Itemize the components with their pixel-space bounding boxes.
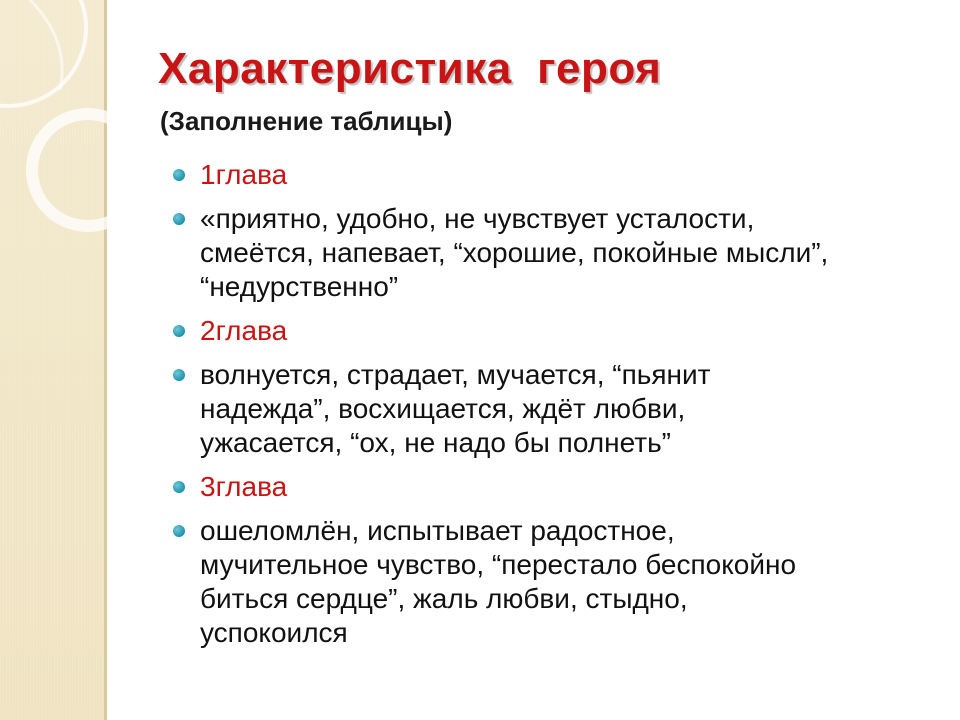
- bullet-list: [170, 158, 940, 660]
- item-line: 2глава: [200, 315, 288, 346]
- item-line: 1глава: [200, 159, 288, 190]
- list-item-chapter-1: [170, 158, 940, 192]
- bullet-icon: [173, 525, 185, 537]
- list-item-chapter-2: [170, 314, 940, 348]
- bullet-icon: [173, 481, 185, 493]
- list-item-chapter-3-traits: [170, 514, 940, 650]
- item-line: успокоился: [200, 617, 348, 648]
- item-line: “недурственно”: [200, 271, 399, 302]
- decorative-circles: [0, 0, 160, 260]
- item-line: ошеломлён, испытывает радостное,: [200, 515, 675, 546]
- item-line: надежда”, восхищается, ждёт любви,: [200, 393, 686, 424]
- page-subtitle: (Заполнение таблицы): [160, 106, 453, 136]
- list-item-chapter-2-traits: [170, 358, 940, 460]
- item-line: волнуется, страдает, мучается, “пьянит: [200, 359, 711, 390]
- bullet-icon: [173, 369, 185, 381]
- item-line: биться сердце”, жаль любви, стыдно,: [200, 583, 688, 614]
- bullet-icon: [173, 213, 185, 225]
- list-item-chapter-1-traits: [170, 202, 940, 304]
- list-item-chapter-3: [170, 470, 940, 504]
- item-line: «приятно, удобно, не чувствует усталости,: [200, 203, 755, 234]
- item-line: ужасается, “ох, не надо бы полнеть”: [200, 427, 671, 458]
- bullet-icon: [173, 169, 185, 181]
- page-title: Характеристика героя: [158, 44, 662, 93]
- item-line: 3глава: [200, 471, 288, 502]
- item-line: смеётся, напевает, “хорошие, покойные мысли”,: [200, 237, 829, 268]
- bullet-icon: [173, 325, 185, 337]
- item-line: мучительное чувство, “перестало беспокойно: [200, 549, 797, 580]
